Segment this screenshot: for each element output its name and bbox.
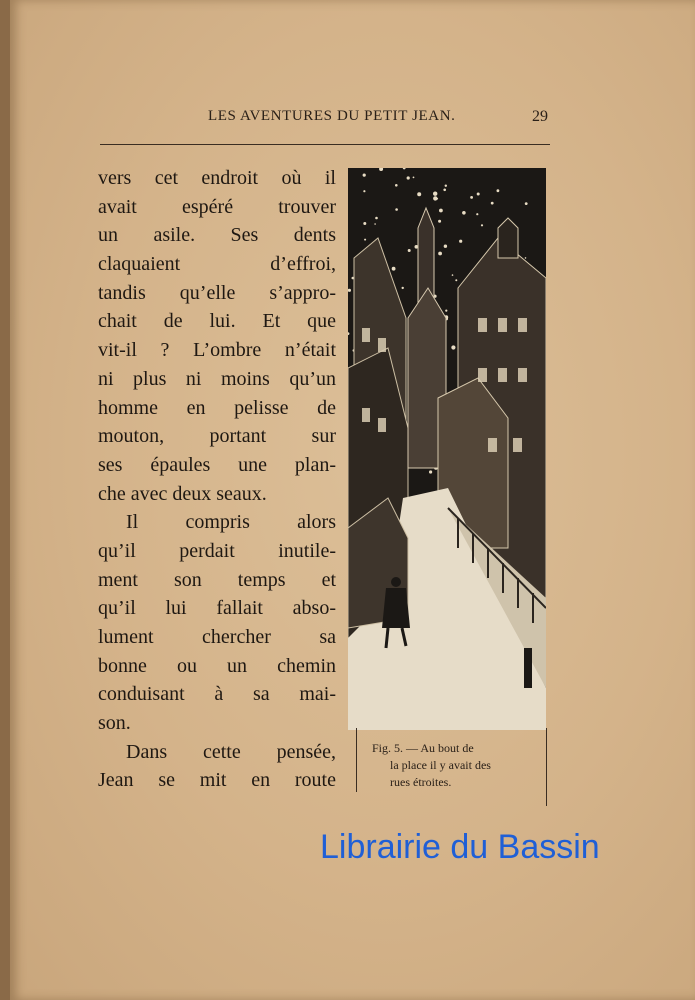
figure-caption: [372, 740, 538, 791]
text-line: claquaient d’effroi,: [98, 253, 336, 276]
body-text: [98, 164, 336, 795]
text-line: tandis qu’elle s’appro-: [98, 281, 336, 304]
text-line: homme en pelisse de: [98, 396, 336, 419]
text-line: qu’il perdait inutile-: [98, 539, 336, 562]
text-line: ni plus ni moins qu’un: [98, 367, 336, 390]
page-number: 29: [532, 108, 548, 125]
text-line: vit-il ? L’ombre n’était: [98, 339, 336, 362]
figure-frame-right: [546, 728, 547, 806]
text-line: che avec deux seaux.: [98, 482, 267, 505]
text-line: Jean se mit en route: [98, 769, 336, 792]
text-line: vers cet endroit où il: [98, 167, 336, 189]
text-line: un asile. Ses dents: [98, 224, 336, 247]
text-line: avait espéré trouver: [98, 195, 336, 218]
text-line: ment son temps et: [98, 568, 336, 591]
caption-line: Fig. 5. — Au bout de: [372, 741, 474, 755]
text-line: qu’il lui fallait abso-: [98, 597, 336, 620]
text-line: ses épaules une plan-: [98, 453, 336, 476]
running-head: [200, 108, 620, 130]
caption-line: rues étroites.: [390, 775, 452, 789]
text-line: Dans cette pensée,: [126, 740, 336, 763]
street-illustration: [348, 168, 546, 730]
figure-frame-left: [356, 728, 357, 792]
text-line: chait de lui. Et que: [98, 310, 336, 333]
text-line: son.: [98, 712, 131, 735]
text-line: Il compris alors: [126, 511, 336, 534]
header-rule: [100, 144, 550, 145]
text-line: bonne ou un chemin: [98, 654, 336, 677]
watermark-text: Librairie du Bassin: [320, 828, 600, 866]
caption-line: la place il y avait des: [390, 758, 491, 772]
text-line: conduisant à sa mai-: [98, 683, 336, 706]
running-title: LES AVENTURES DU PETIT JEAN.: [208, 108, 456, 124]
text-line: mouton, portant sur: [98, 425, 336, 448]
text-line: lument chercher sa: [98, 626, 336, 648]
engraving-image: [348, 168, 546, 730]
